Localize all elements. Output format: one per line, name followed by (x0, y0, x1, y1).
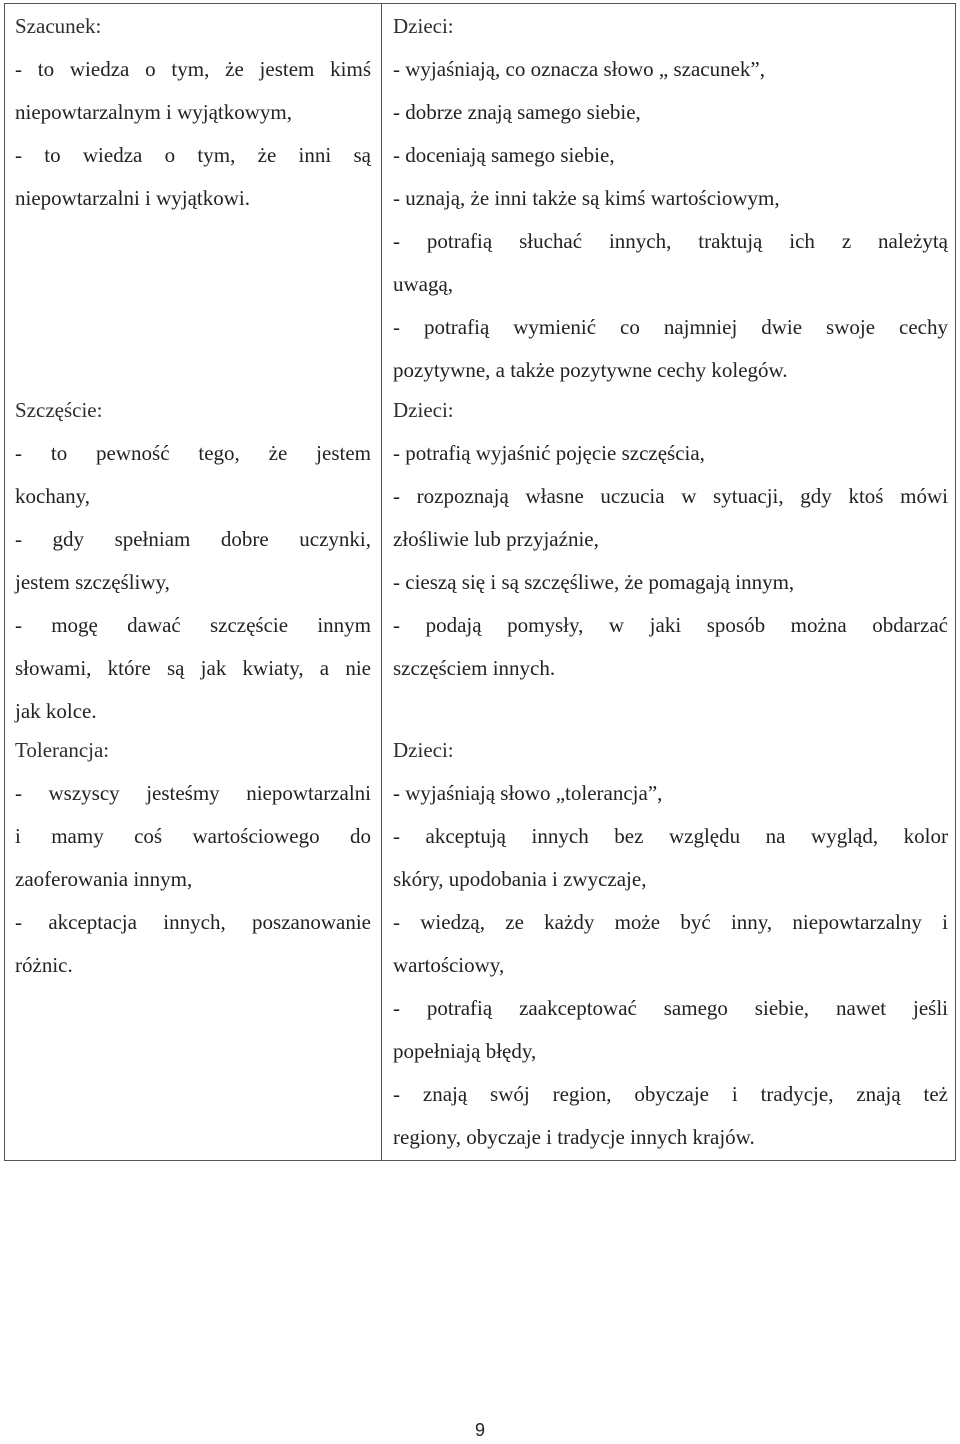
definition-line: - wszyscy jesteśmy niepowtarzalni (15, 781, 371, 805)
definition-line: słowami, które są jak kwiaty, a nie (15, 656, 371, 680)
page-number: 9 (474, 1420, 485, 1440)
definition-line: - to wiedza o tym, że inni są (15, 143, 371, 167)
section-heading: Dzieci: (393, 398, 454, 422)
section-heading: Szczęście: (15, 398, 103, 422)
definition-line: - akceptacja innych, poszanowanie (15, 910, 371, 934)
definition-line: i mamy coś wartościowego do (15, 824, 371, 848)
column-divider (381, 4, 382, 1160)
goal-line: - podają pomysły, w jaki sposób można obdarzać (393, 613, 948, 637)
definition-line: niepowtarzalnym i wyjątkowym, (15, 100, 293, 124)
definition-line: - to wiedza o tym, że jestem kimś (15, 57, 371, 81)
cell-szczescie-definition (15, 389, 371, 733)
goal-line: popełniają błędy, (393, 1039, 537, 1063)
definition-line: kochany, (15, 484, 91, 508)
definition-line: jestem szczęśliwy, (15, 570, 170, 594)
cell-szacunek-goals (393, 5, 948, 392)
cell-szacunek-definition (15, 5, 371, 220)
content-table (4, 3, 956, 1161)
goal-line: - potrafią słuchać innych, traktują ich z należytą (393, 229, 948, 253)
definition-line: zaoferowania innym, (15, 867, 193, 891)
section-heading: Dzieci: (393, 14, 454, 38)
definition-line: - gdy spełniam dobre uczynki, (15, 527, 371, 551)
definition-line: różnic. (15, 953, 73, 977)
cell-tolerancja-definition (15, 729, 371, 987)
cell-tolerancja-goals (393, 729, 948, 1159)
section-heading: Dzieci: (393, 738, 454, 762)
section-heading: Szacunek: (15, 14, 102, 38)
definition-line: - mogę dawać szczęście innym (15, 613, 371, 637)
goal-line: - potrafią zaakceptować samego siebie, nawet jeśli (393, 996, 948, 1020)
definition-line: niepowtarzalni i wyjątkowi. (15, 186, 251, 210)
goal-line: skóry, upodobania i zwyczaje, (393, 867, 647, 891)
goal-line: regiony, obyczaje i tradycje innych krajów. (393, 1125, 755, 1149)
goal-line: - wyjaśniają słowo „tolerancja”, (393, 781, 663, 805)
goal-line: - potrafią wymienić co najmniej dwie swoje cechy (393, 315, 948, 339)
goal-line: - znają swój region, obyczaje i tradycje, znają też (393, 1082, 948, 1106)
goal-line: uwagą, (393, 272, 454, 296)
goal-line: - dobrze znają samego siebie, (393, 100, 641, 124)
goal-line: - wiedzą, ze każdy może być inny, niepowtarzalny i (393, 910, 948, 934)
definition-line: jak kolce. (15, 699, 97, 723)
goal-line: złośliwie lub przyjaźnie, (393, 527, 599, 551)
goal-line: wartościowy, (393, 953, 505, 977)
section-heading: Tolerancja: (15, 738, 110, 762)
goal-line: - uznają, że inni także są kimś wartościowym, (393, 186, 780, 210)
goal-line: - potrafią wyjaśnić pojęcie szczęścia, (393, 441, 705, 465)
goal-line: - wyjaśniają, co oznacza słowo „ szacunek”, (393, 57, 765, 81)
cell-szczescie-goals (393, 389, 948, 690)
goal-line: - rozpoznają własne uczucia w sytuacji, gdy ktoś mówi (393, 484, 948, 508)
definition-line: - to pewność tego, że jestem (15, 441, 371, 465)
goal-line: - cieszą się i są szczęśliwe, że pomagają innym, (393, 570, 795, 594)
goal-line: szczęściem innych. (393, 656, 556, 680)
goal-line: pozytywne, a także pozytywne cechy kolegów. (393, 358, 788, 382)
goal-line: - akceptują innych bez względu na wygląd, kolor (393, 824, 948, 848)
goal-line: - doceniają samego siebie, (393, 143, 615, 167)
